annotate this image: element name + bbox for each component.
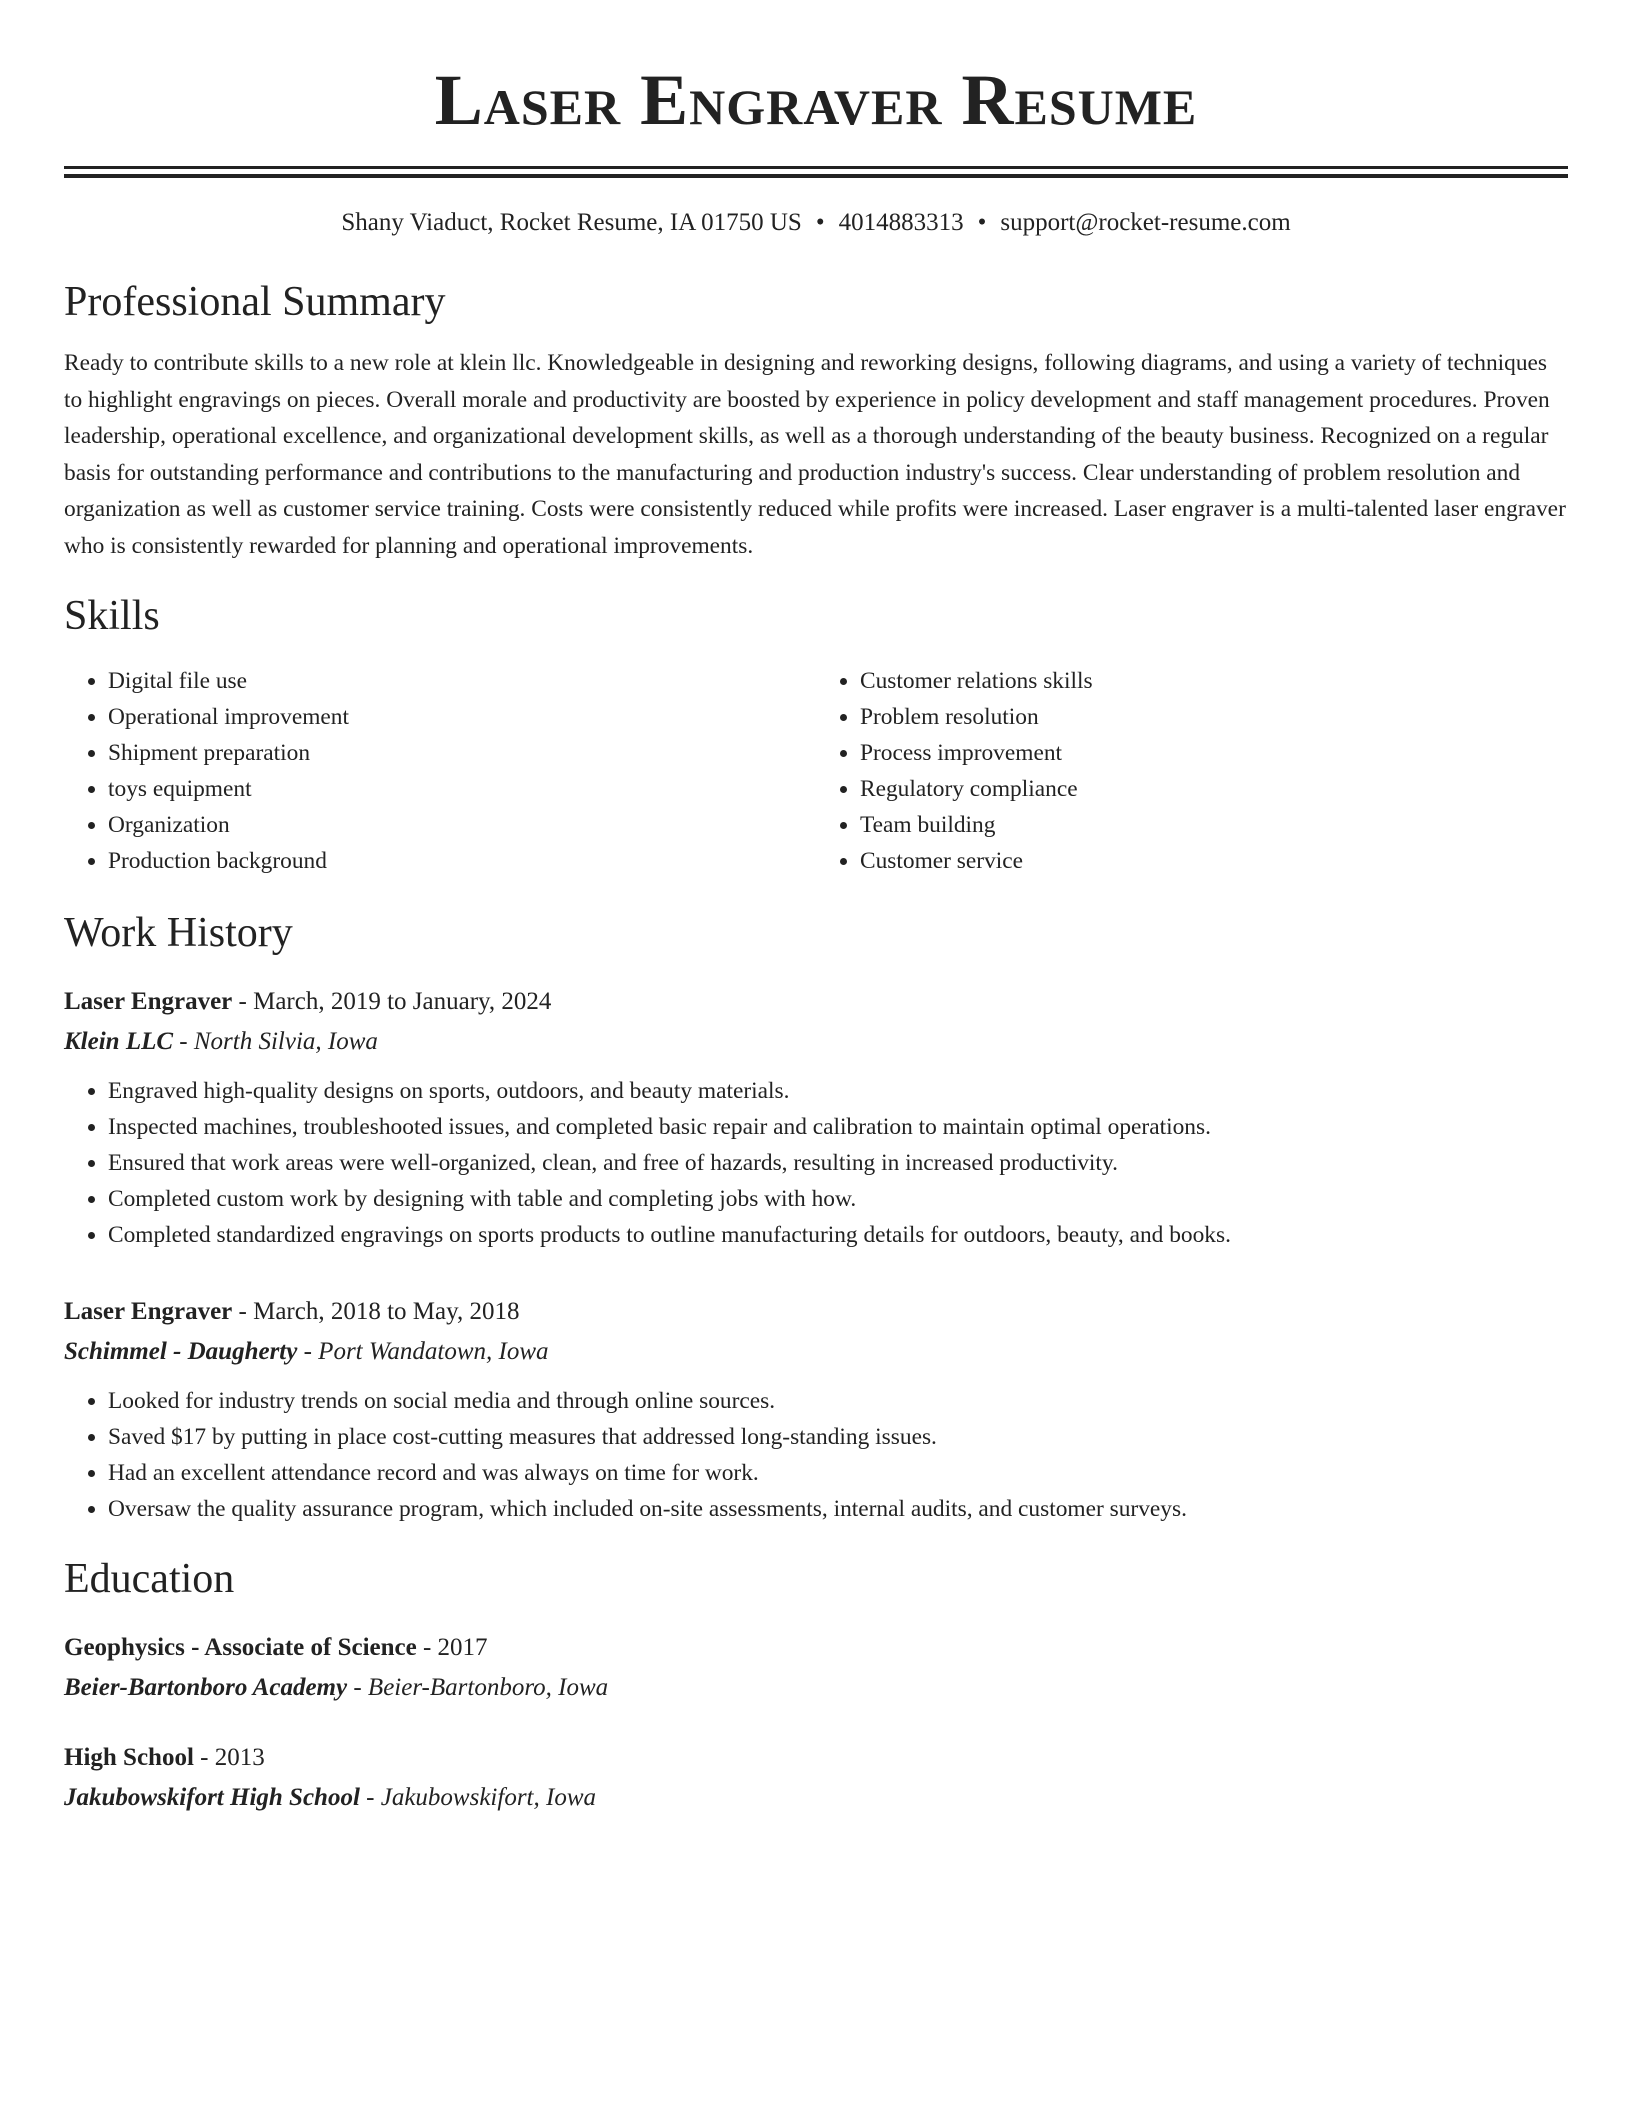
degree: Geophysics - Associate of Science bbox=[64, 1634, 417, 1661]
skill-item: • Digital file use bbox=[108, 663, 816, 699]
education-entry bbox=[64, 1738, 1568, 1818]
job-title-line bbox=[64, 982, 1568, 1022]
contact-email: support@rocket-resume.com bbox=[1000, 209, 1291, 236]
skills-heading: Skills bbox=[64, 593, 160, 639]
skill-item: • Problem resolution bbox=[860, 699, 1568, 735]
education-heading: Education bbox=[64, 1556, 235, 1602]
job-duties bbox=[64, 1073, 1568, 1253]
skill-item: • Customer relations skills bbox=[860, 663, 1568, 699]
summary-heading: Professional Summary bbox=[64, 279, 446, 325]
contact-line bbox=[64, 208, 1568, 238]
contact-separator: • bbox=[815, 209, 825, 236]
job-location: - North Silvia, Iowa bbox=[179, 1028, 378, 1055]
job-duty: • Looked for industry trends on social media and through online sources. bbox=[108, 1383, 1568, 1419]
resume-title: Laser Engraver Resume bbox=[434, 60, 1198, 140]
title-divider bbox=[64, 166, 1568, 178]
skill-item: • Organization bbox=[108, 807, 816, 843]
job-dates: - March, 2019 to January, 2024 bbox=[238, 988, 552, 1015]
school-name: Jakubowskifort High School bbox=[64, 1784, 360, 1811]
contact-separator: • bbox=[977, 209, 987, 236]
job-duty: • Had an excellent attendance record and was always on time for work. bbox=[108, 1455, 1568, 1491]
job-duty: • Ensured that work areas were well-organized, clean, and free of hazards, resulting in increased productivity. bbox=[108, 1145, 1568, 1181]
job-duty: • Inspected machines, troubleshooted issues, and completed basic repair and calibration to maintain optimal operations. bbox=[108, 1109, 1568, 1145]
job-duty: • Completed standardized engravings on sports products to outline manufacturing details for outdoors, beauty, and books. bbox=[108, 1217, 1568, 1253]
skill-item: • Production background bbox=[108, 843, 816, 879]
skill-item: • toys equipment bbox=[108, 771, 816, 807]
skill-item: • Customer service bbox=[860, 843, 1568, 879]
skill-item: • Process improvement bbox=[860, 735, 1568, 771]
skills-column-left bbox=[64, 663, 816, 879]
school-name: Beier-Bartonboro Academy bbox=[64, 1674, 348, 1701]
degree: High School bbox=[64, 1744, 194, 1771]
graduation-year: - 2013 bbox=[200, 1744, 265, 1771]
job-entry bbox=[64, 1292, 1568, 1527]
skill-item: • Team building bbox=[860, 807, 1568, 843]
school-line bbox=[64, 1668, 1568, 1708]
job-duty: • Completed custom work by designing with table and completing jobs with how. bbox=[108, 1181, 1568, 1217]
job-duty: • Oversaw the quality assurance program, which included on-site assessments, internal audits, and customer surveys. bbox=[108, 1491, 1568, 1527]
education-entry bbox=[64, 1628, 1568, 1708]
contact-address: Shany Viaduct, Rocket Resume, IA 01750 US bbox=[341, 209, 802, 236]
skills-list bbox=[64, 663, 1568, 879]
graduation-year: - 2017 bbox=[422, 1634, 488, 1661]
degree-line bbox=[64, 1628, 1568, 1668]
job-duties bbox=[64, 1383, 1568, 1527]
contact-phone: 4014883313 bbox=[838, 209, 964, 236]
skill-item: • Shipment preparation bbox=[108, 735, 816, 771]
job-duty: • Saved $17 by putting in place cost-cutting measures that addressed long-standing issues. bbox=[108, 1419, 1568, 1455]
job-duty: • Engraved high-quality designs on sports, outdoors, and beauty materials. bbox=[108, 1073, 1568, 1109]
skills-column-right bbox=[816, 663, 1568, 879]
job-company-line bbox=[64, 1332, 1568, 1372]
job-entry bbox=[64, 982, 1568, 1253]
job-company: Klein LLC bbox=[64, 1028, 174, 1055]
job-company: Schimmel - Daugherty bbox=[64, 1338, 298, 1365]
school-location: - Jakubowskifort, Iowa bbox=[366, 1784, 596, 1811]
school-location: - Beier-Bartonboro, Iowa bbox=[353, 1674, 609, 1701]
degree-line bbox=[64, 1738, 1568, 1778]
job-location: - Port Wandatown, Iowa bbox=[303, 1338, 549, 1365]
skill-item: • Operational improvement bbox=[108, 699, 816, 735]
job-company-line bbox=[64, 1022, 1568, 1062]
job-title: Laser Engraver bbox=[64, 1298, 233, 1325]
work-history-heading: Work History bbox=[64, 910, 293, 956]
skill-item: • Regulatory compliance bbox=[860, 771, 1568, 807]
job-title: Laser Engraver bbox=[64, 988, 233, 1015]
job-dates: - March, 2018 to May, 2018 bbox=[238, 1298, 520, 1325]
summary-text: Ready to contribute skills to a new role at klein llc. Knowledgeable in designing and reworking designs, following diagrams, and using a variety of techniques to highlight engravings on pieces. Overall morale and productivity are boosted by experience in policy development and staff management procedures. Proven leadership, operational excellence, and organizational development skills, as well as a thorough understanding of the beauty business. Recognized on a regular basis for outstanding performance and contributions to the manufacturing and production industry's success. Clear understanding of problem resolution and organization as well as customer service training. Costs were consistently reduced while profits were increased. Laser engraver is a multi-talented laser engraver who is consistently rewarded for planning and operational improvements. bbox=[64, 350, 1566, 559]
job-title-line bbox=[64, 1292, 1568, 1332]
school-line bbox=[64, 1778, 1568, 1818]
